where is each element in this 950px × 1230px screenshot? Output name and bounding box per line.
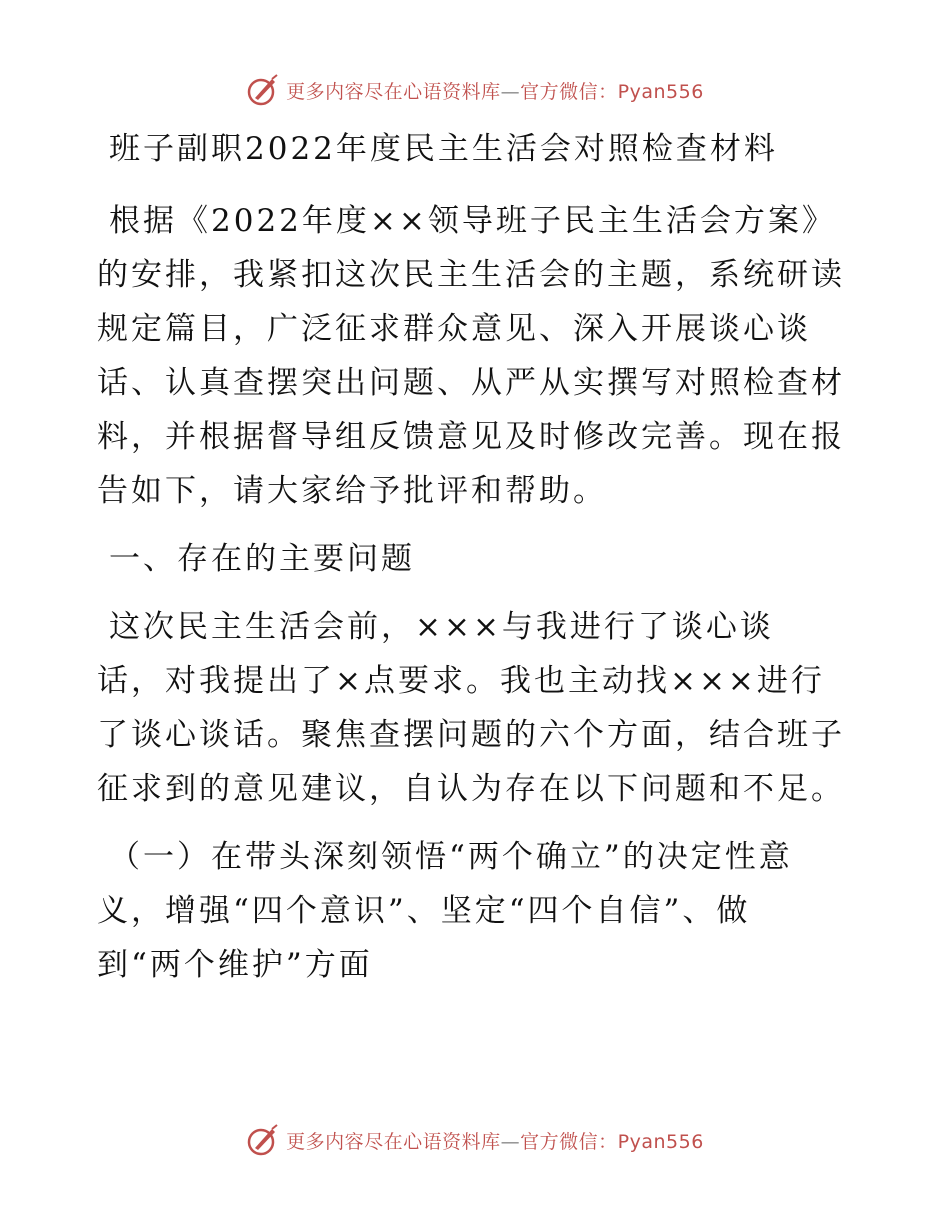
paragraph-line: 告如下，请大家给予批评和帮助。: [97, 473, 607, 509]
paragraph-line: 的安排，我紧扣这次民主生活会的主题，系统研读: [97, 257, 845, 293]
quill-logo-icon: [246, 73, 280, 107]
section-heading: 一、存在的主要问题: [109, 541, 415, 577]
watermark-main: 更多内容尽在心语资料库: [286, 80, 501, 103]
section1-paragraph: [97, 600, 857, 816]
watermark-footer: [0, 1120, 950, 1160]
paragraph-line: 规定篇目，广泛征求群众意见、深入开展谈心谈: [97, 311, 811, 347]
watermark-dash: —: [500, 80, 521, 103]
watermark-header: [0, 70, 950, 110]
paragraph-line: 了谈心谈话。聚焦查摆问题的六个方面，结合班子: [97, 717, 845, 753]
paragraph-line: 料，并根据督导组反馈意见及时修改完善。现在报: [97, 419, 845, 455]
watermark-dash: —: [500, 1130, 521, 1153]
quill-logo-icon: [246, 1123, 280, 1157]
document-title: 班子副职2022年度民主生活会对照检查材料: [109, 131, 778, 167]
paragraph-line: 义，增强“四个意识”、坚定“四个自信”、做: [97, 893, 751, 929]
paragraph-line: 征求到的意见建议，自认为存在以下问题和不足。: [97, 771, 845, 807]
intro-paragraph: [97, 194, 857, 518]
document-body: [97, 122, 857, 992]
paragraph-line: （一）在带头深刻领悟“两个确立”的决定性意: [109, 839, 793, 875]
paragraph-line: 到“两个维护”方面: [97, 947, 373, 983]
watermark-text: [286, 77, 704, 104]
watermark-suffix: 官方微信：Pyan556: [520, 1130, 704, 1153]
watermark-suffix: 官方微信：Pyan556: [520, 80, 704, 103]
subsection-heading: [97, 830, 857, 992]
watermark-main: 更多内容尽在心语资料库: [286, 1130, 501, 1153]
watermark-text: [286, 1127, 704, 1154]
paragraph-line: 话、认真查摆突出问题、从严从实撰写对照检查材: [97, 365, 845, 401]
paragraph-line: 根据《2022年度××领导班子民主生活会方案》: [109, 203, 836, 239]
paragraph-line: 这次民主生活会前，×××与我进行了谈心谈: [109, 609, 774, 645]
paragraph-line: 话，对我提出了×点要求。我也主动找×××进行: [97, 663, 825, 699]
